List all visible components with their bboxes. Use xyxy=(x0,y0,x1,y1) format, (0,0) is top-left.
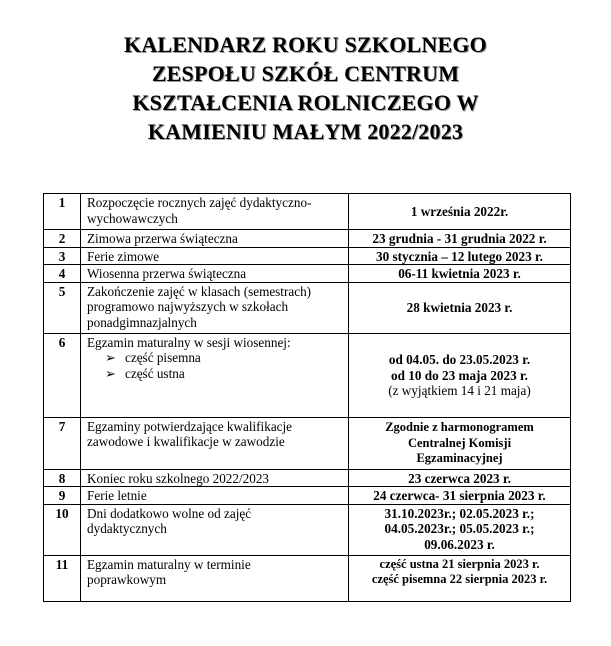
date-cell xyxy=(349,333,571,417)
date-line: 28 kwietnia 2023 r. xyxy=(406,300,513,316)
date-cell xyxy=(349,469,571,487)
table-row xyxy=(44,333,571,417)
date-cell xyxy=(349,417,571,469)
table-row xyxy=(44,194,571,230)
date-line: Zgodnie z harmonogramem xyxy=(385,420,534,435)
event-line: Ferie zimowe xyxy=(87,248,160,264)
table-row xyxy=(44,265,571,283)
title-line: KSZTAŁCENIA ROLNICZEGO W xyxy=(132,90,479,115)
bullet-label: część pisemna xyxy=(125,350,201,365)
date-line: Centralnej Komisji xyxy=(407,435,512,450)
event-cell xyxy=(81,555,349,601)
bullet-item xyxy=(87,366,344,382)
event-line: Wiosenna przerwa świąteczna xyxy=(87,266,247,281)
table-row xyxy=(44,282,571,333)
date-line: 31.10.2023r.; 02.05.2023 r.; xyxy=(384,505,535,521)
row-number: 8 xyxy=(44,469,81,487)
event-line: Ferie letnie xyxy=(87,488,147,503)
table-row xyxy=(44,417,571,469)
date-line: od 04.05. do 23.05.2023 r. xyxy=(388,352,531,368)
bullet-item xyxy=(87,350,344,366)
event-line: ponadgimnazjalnych xyxy=(87,314,197,330)
date-line: 23 czerwca 2023 r. xyxy=(408,470,511,486)
title-line: ZESPOŁU SZKÓŁ CENTRUM xyxy=(151,61,460,86)
event-line: wychowawczych xyxy=(87,210,178,226)
row-number: 11 xyxy=(44,555,81,601)
arrow-bullet-icon: ➢ xyxy=(105,350,117,365)
date-line: 04.05.2023r.; 05.05.2023 r.; xyxy=(384,521,535,536)
date-line: 06-11 kwietnia 2023 r. xyxy=(398,266,521,281)
event-cell xyxy=(81,247,349,265)
row-number: 5 xyxy=(44,282,81,333)
event-cell xyxy=(81,504,349,555)
event-line: Zakończenie zajęć w klasach (semestrach) xyxy=(87,283,312,299)
event-cell xyxy=(81,282,349,333)
event-cell xyxy=(81,417,349,469)
date-cell xyxy=(349,194,571,230)
table-row xyxy=(44,487,571,505)
event-cell xyxy=(81,333,349,417)
row-number: 1 xyxy=(44,194,81,230)
date-cell xyxy=(349,282,571,333)
event-cell xyxy=(81,265,349,283)
document-title xyxy=(0,30,611,146)
date-cell xyxy=(349,487,571,505)
event-line: dydaktycznych xyxy=(87,521,167,536)
date-cell xyxy=(349,247,571,265)
date-line: 1 września 2022r. xyxy=(410,204,509,220)
row-number: 4 xyxy=(44,265,81,283)
event-cell xyxy=(81,194,349,230)
row-number: 3 xyxy=(44,247,81,265)
date-line: część pisemna 22 sierpnia 2023 r. xyxy=(371,572,548,586)
table-row xyxy=(44,555,571,601)
event-cell xyxy=(81,469,349,487)
calendar-table xyxy=(43,193,571,602)
title-line: KAMIENIU MAŁYM 2022/2023 xyxy=(147,119,464,144)
arrow-bullet-icon: ➢ xyxy=(105,365,117,381)
event-line: Rozpoczęcie rocznych zajęć dydaktyczno- xyxy=(87,195,312,210)
table-row xyxy=(44,230,571,248)
event-cell xyxy=(81,230,349,248)
table-row xyxy=(44,247,571,265)
table-row xyxy=(44,469,571,487)
event-line: Koniec roku szkolnego 2022/2023 xyxy=(87,470,270,486)
row-number: 2 xyxy=(44,230,81,248)
event-cell xyxy=(81,487,349,505)
event-line: programowo najwyższych w szkołach xyxy=(87,299,289,314)
table-row xyxy=(44,504,571,555)
event-line: Zimowa przerwa świąteczna xyxy=(87,231,238,246)
row-number: 9 xyxy=(44,487,81,505)
event-line: Egzamin maturalny w sesji wiosennej: xyxy=(87,334,291,350)
date-cell xyxy=(349,504,571,555)
row-number: 7 xyxy=(44,417,81,469)
date-cell xyxy=(349,230,571,248)
bullet-label: część ustna xyxy=(125,365,185,381)
date-line: 30 stycznia – 12 lutego 2023 r. xyxy=(376,248,543,264)
date-line: Egzaminacyjnej xyxy=(416,451,503,466)
date-cell xyxy=(349,555,571,601)
date-line: 24 czerwca- 31 sierpnia 2023 r. xyxy=(373,488,546,503)
event-line: Egzamin maturalny w terminie xyxy=(87,556,251,572)
date-note: (z wyjątkiem 14 i 21 maja) xyxy=(388,383,531,399)
row-number: 10 xyxy=(44,504,81,555)
date-line: od 10 do 23 maja 2023 r. xyxy=(391,367,528,383)
date-line: część ustna 21 sierpnia 2023 r. xyxy=(379,556,540,571)
event-line: Egzaminy potwierdzające kwalifikacje xyxy=(87,418,293,434)
date-line: 23 grudnia - 31 grudnia 2022 r. xyxy=(372,231,547,246)
date-cell xyxy=(349,265,571,283)
event-line: Dni dodatkowo wolne od zajęć xyxy=(87,505,252,521)
event-line: poprawkowym xyxy=(87,572,167,587)
date-line: 09.06.2023 r. xyxy=(424,536,495,552)
title-line: KALENDARZ ROKU SZKOLNEGO xyxy=(124,32,487,57)
row-number: 6 xyxy=(44,333,81,417)
event-line: zawodowe i kwalifikacje w zawodzie xyxy=(87,434,285,449)
